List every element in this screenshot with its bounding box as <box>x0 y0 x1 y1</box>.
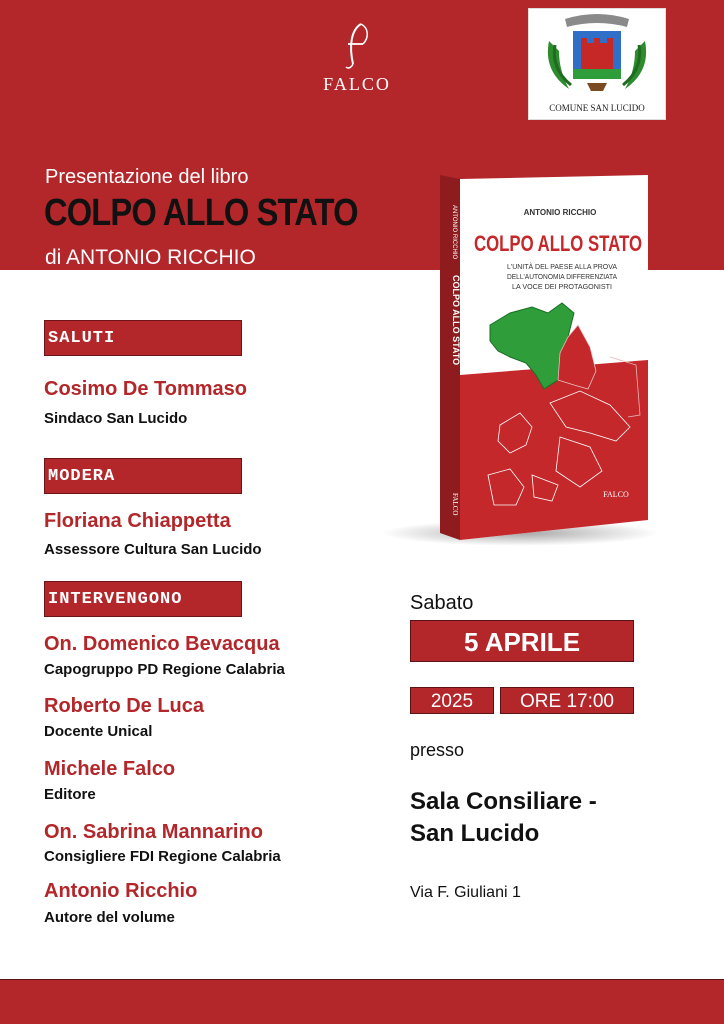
event-venue <box>410 786 660 850</box>
speaker-name: Antonio Ricchio <box>44 880 198 902</box>
book-cover-publisher: FALCO <box>603 490 629 499</box>
book-cover-subtitle-line: DELL'AUTONOMIA DIFFERENZIATA <box>507 274 618 281</box>
speaker-role: Sindaco San Lucido <box>44 410 188 427</box>
speaker-name: On. Domenico Bevacqua <box>44 633 280 655</box>
book-spine-publisher: FALCO <box>451 493 459 516</box>
speaker-role: Consigliere FDI Regione Calabria <box>44 848 281 865</box>
venue-line: Sala Consiliare - <box>410 788 597 815</box>
book-spine-author: ANTONIO RICCHIO <box>451 205 457 260</box>
comune-name: COMUNE SAN LUCIDO <box>549 103 645 113</box>
event-time: ORE 17:00 <box>500 687 634 714</box>
speaker-name: Cosimo De Tommaso <box>44 378 247 400</box>
section-label-saluti: SALUTI <box>44 320 242 356</box>
comune-logo <box>528 8 666 120</box>
book-cover-subtitle-line: LA VOCE DEI PROTAGONISTI <box>512 284 613 291</box>
speaker-name: Roberto De Luca <box>44 695 205 717</box>
book-cover-subtitle-line: L'UNITÀ DEL PAESE ALLA PROVA <box>507 264 618 271</box>
event-day: Sabato <box>410 592 474 614</box>
section-label-intervengono: INTERVENGONO <box>44 581 242 617</box>
event-address: Via F. Giuliani 1 <box>410 884 521 901</box>
book-spine-title: COLPO ALLO STATO <box>451 275 461 366</box>
book-cover-image <box>440 175 650 540</box>
quill-f-icon <box>339 20 375 72</box>
coat-of-arms-icon <box>529 11 665 99</box>
event-intro: Presentazione del libro <box>45 166 249 188</box>
presso-label: presso <box>410 740 465 760</box>
publisher-name: FALCO <box>323 74 391 94</box>
event-date: 5 APRILE <box>410 620 634 662</box>
publisher-logo <box>312 20 402 100</box>
speaker-role: Autore del volume <box>44 909 175 926</box>
footer-band <box>0 980 724 1024</box>
speaker-role: Assessore Cultura San Lucido <box>44 541 262 558</box>
venue-line: San Lucido <box>410 820 540 847</box>
section-label-modera: MODERA <box>44 458 242 494</box>
event-year: 2025 <box>410 687 494 714</box>
book-author-line: di ANTONIO RICCHIO <box>45 246 256 269</box>
speaker-role: Editore <box>44 786 96 803</box>
book-cover-author: ANTONIO RICCHIO <box>523 208 597 217</box>
speaker-role: Capogruppo PD Regione Calabria <box>44 661 285 678</box>
speaker-name: Michele Falco <box>44 758 176 780</box>
speaker-role: Docente Unical <box>44 723 153 740</box>
book-cover-title: COLPO ALLO STATO <box>474 231 642 256</box>
speaker-name: Floriana Chiappetta <box>44 510 231 532</box>
book-title: COLPO ALLO STATO <box>44 192 358 234</box>
speaker-name: On. Sabrina Mannarino <box>44 821 263 843</box>
